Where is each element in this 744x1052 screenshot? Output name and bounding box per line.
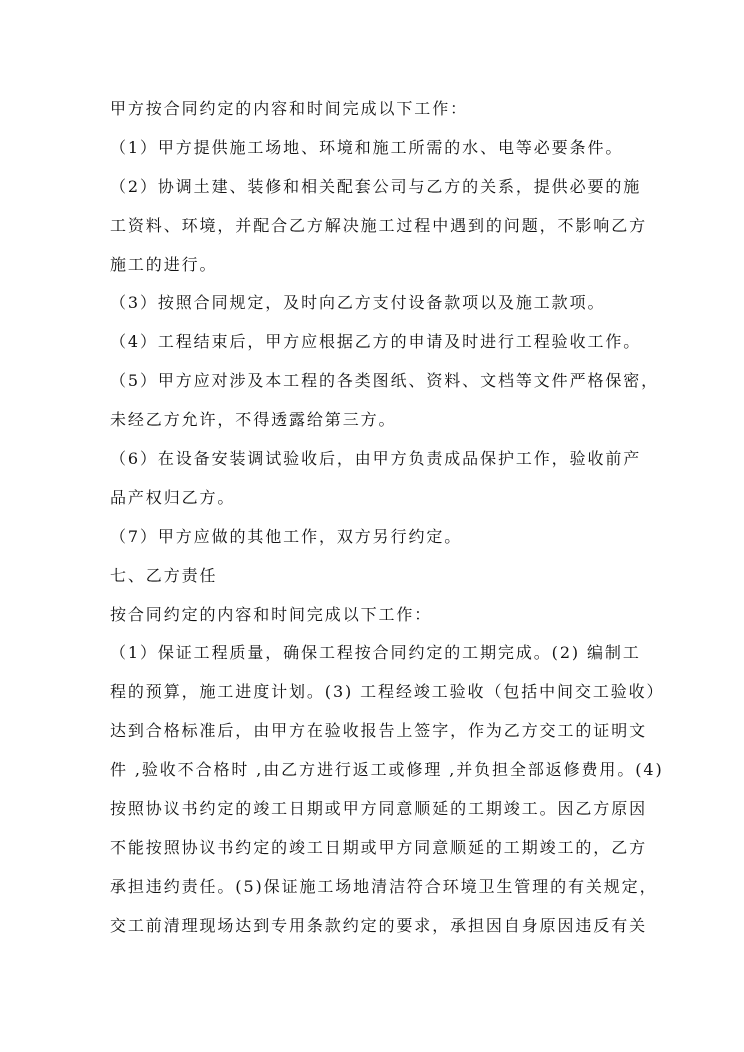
- paragraph-line: 不能按照协议书约定的竣工日期或甲方同意顺延的工期竣工的，乙方: [110, 837, 648, 857]
- paragraph-line: 程的预算，施工进度计划。(3) 工程经竣工验收（包括中间交工验收）: [110, 682, 665, 702]
- paragraph-line: 工资料、环境，并配合乙方解决施工过程中遇到的问题，不影响乙方: [110, 215, 648, 235]
- section-heading: 七、乙方责任: [110, 565, 218, 585]
- paragraph-line: （1）保证工程质量，确保工程按合同约定的工期完成。(2) 编制工: [110, 643, 641, 663]
- paragraph-line: （2）协调土建、装修和相关配套公司与乙方的关系，提供必要的施: [110, 176, 642, 196]
- paragraph-line: 未经乙方允许，不得透露给第三方。: [110, 410, 397, 430]
- paragraph-line: 施工的进行。: [110, 254, 218, 274]
- paragraph-line: （5）甲方应对涉及本工程的各类图纸、资料、文档等文件严格保密，: [110, 371, 660, 391]
- paragraph-line: 交工前清理现场达到专用条款约定的要求，承担因自身原因违反有关: [110, 915, 648, 935]
- paragraph-line: （3）按照合同规定，及时向乙方支付设备款项以及施工款项。: [110, 293, 606, 313]
- paragraph-line: 按合同约定的内容和时间完成以下工作：: [110, 604, 433, 624]
- document-body: [110, 90, 665, 946]
- paragraph-line: （7）甲方应做的其他工作，双方另行约定。: [110, 526, 463, 546]
- paragraph-line: 达到合格标准后，由甲方在验收报告上签字，作为乙方交工的证明文: [110, 721, 648, 741]
- paragraph-line: （1）甲方提供施工场地、环境和施工所需的水、电等必要条件。: [110, 137, 624, 157]
- paragraph-line: 承担违约责任。(5)保证施工场地清洁符合环境卫生管理的有关规定，: [110, 876, 658, 896]
- paragraph-line: （6）在设备安装调试验收后，由甲方负责成品保护工作，验收前产: [110, 449, 642, 469]
- paragraph-line: 按照协议书约定的竣工日期或甲方同意顺延的工期竣工。因乙方原因: [110, 799, 648, 819]
- paragraph-line: 品产权归乙方。: [110, 487, 236, 507]
- paragraph-line: 件 ,验收不合格时 ,由乙方进行返工或修理 ,并负担全部返修费用。(4): [110, 760, 664, 780]
- paragraph-line: （4）工程结束后，甲方应根据乙方的申请及时进行工程验收工作。: [110, 332, 642, 352]
- paragraph-line: 甲方按合同约定的内容和时间完成以下工作：: [110, 99, 469, 118]
